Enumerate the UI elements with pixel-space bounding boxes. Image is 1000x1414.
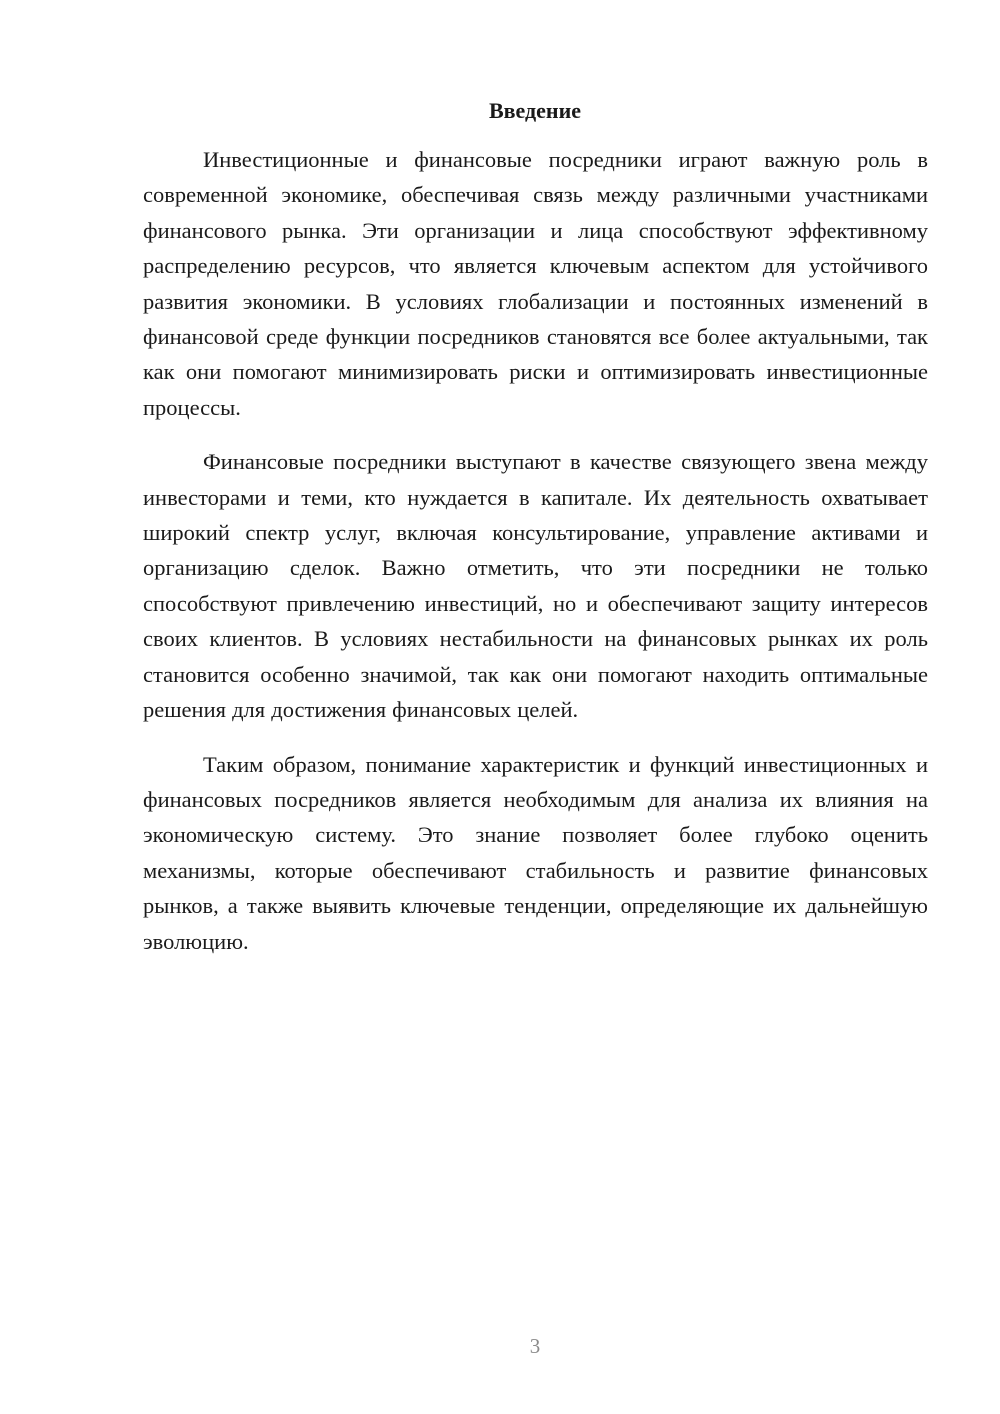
paragraph-3: Таким образом, понимание характеристик и функций инвестиционных и финансовых посредников является необходимым для анализа их влияния на экономическую систему. Это знание позволяет более глубоко оценить механизмы, которые обеспечивают стабильность и развитие финансовых рынков, а также выявить ключевые тенденции, определяющие их дальнейшую эволюцию.: [143, 751, 928, 954]
section-title: Введение: [488, 98, 582, 123]
body-text: [143, 142, 928, 959]
paragraph-2: Финансовые посредники выступают в качестве связующего звена между инвесторами и теми, кто нуждается в капитале. Их деятельность охватывает широкий спектр услуг, включая консультирование, управление активами и организацию сделок. Важно отметить, что эти посредники не только способствуют привлечению инвестиций, но и обеспечивают защиту интересов своих клиентов. В условиях нестабильности на финансовых рынках их роль становится особенно значимой, так как они помогают находить оптимальные решения для достижения финансовых целей.: [143, 449, 928, 723]
page-number: 3: [529, 1334, 541, 1358]
paragraph-1: Инвестиционные и финансовые посредники играют важную роль в современной экономике, обеспечивая связь между различными участниками финансового рынка. Эти организации и лица способствуют эффективному распределению ресурсов, что является ключевым аспектом для устойчивого развития экономики. В условиях глобализации и постоянных изменений в финансовой среде функции посредников становятся все более актуальными, так как они помогают минимизировать риски и оптимизировать инвестиционные процессы.: [143, 147, 928, 420]
